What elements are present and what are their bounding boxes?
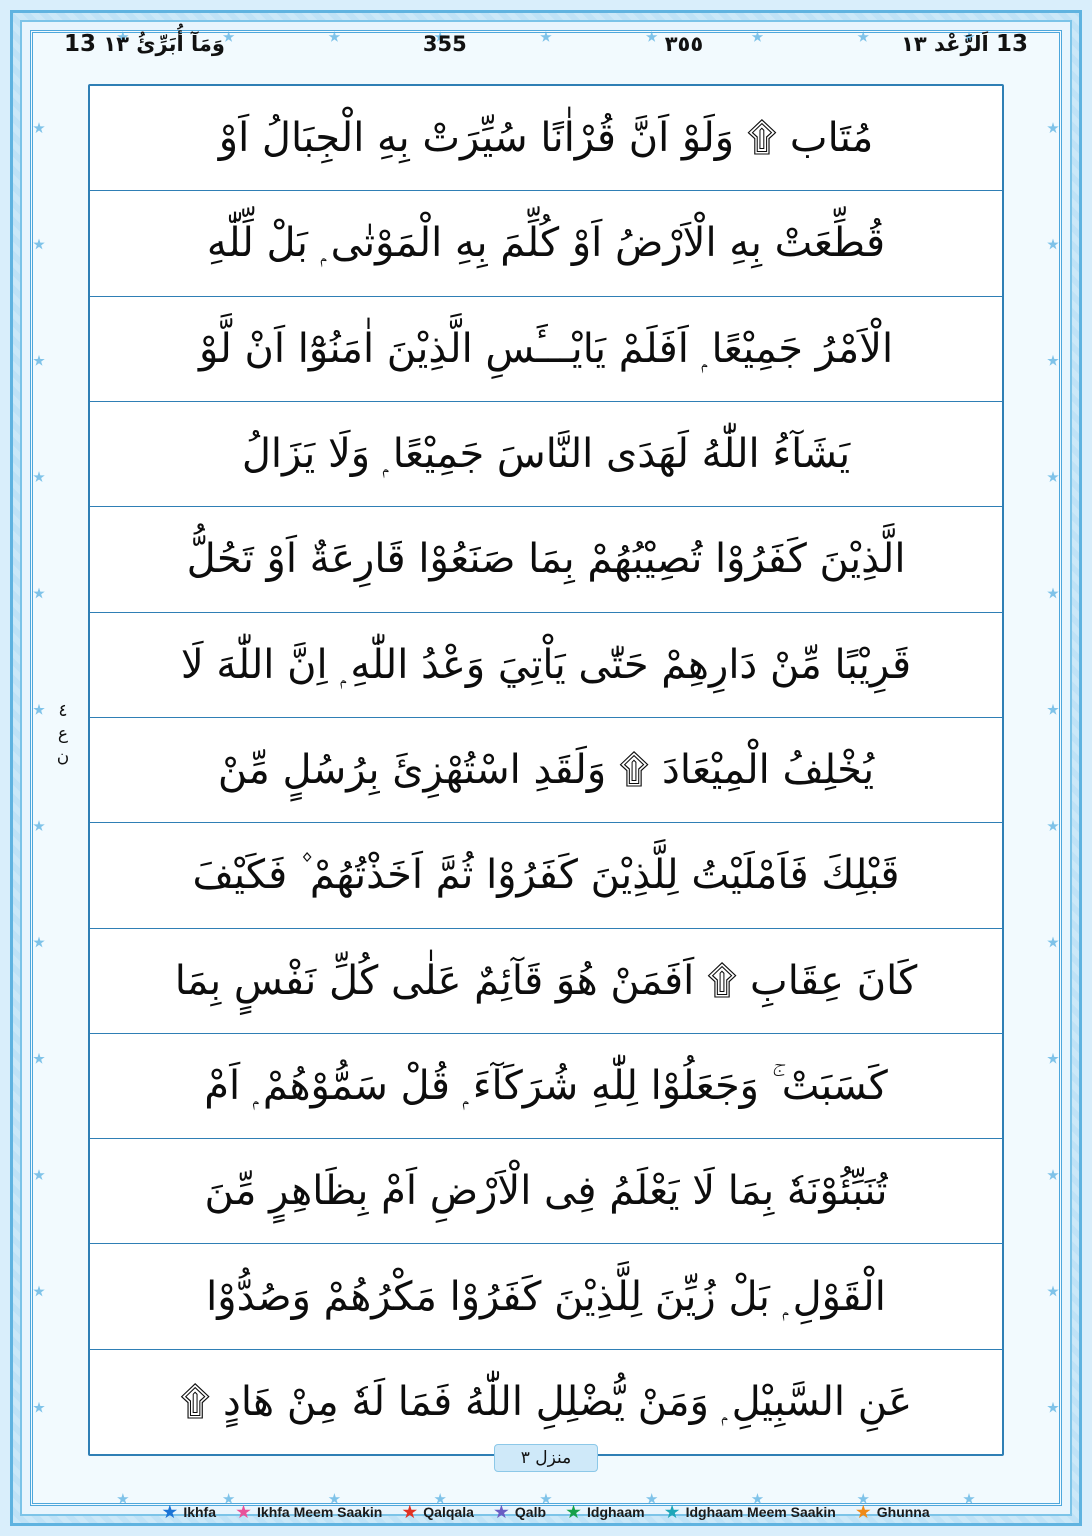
star-icon <box>162 1505 177 1520</box>
header-page-arabic: ٣٥٥ <box>664 32 704 56</box>
legend-item-label: Qalb <box>514 1504 547 1520</box>
star-icon <box>236 1505 251 1520</box>
page-header <box>40 22 1052 66</box>
border-ornaments-right <box>1036 70 1070 1466</box>
legend-item <box>566 1504 645 1520</box>
star-icon <box>494 1505 509 1520</box>
ayah-line: يَشَآءُ اللّٰهُ لَهَدَى النَّاسَ جَمِيْعًا ۭ وَلَا يَزَالُ <box>90 402 1002 507</box>
ayah-line: كَسَبَتْ ۚ وَجَعَلُوْا لِلّٰهِ شُرَكَآءَ ۭ قُلْ سَمُّوْهُمْ ۭ اَمْ <box>90 1034 1002 1139</box>
ayah-line: الْقَوْلِ ۭ بَلْ زُيِّنَ لِلَّذِيْنَ كَفَرُوْا مَكْرُهُمْ وَصُدُّوْا <box>90 1244 1002 1349</box>
header-juz-name: وَمَآ أُبَرِّئُ ١٣ <box>103 32 225 56</box>
legend-item-label: Ghunna <box>876 1504 930 1520</box>
legend-item <box>162 1504 216 1520</box>
ruku-marker-line-3: ن <box>56 746 70 767</box>
ruku-marker-line-1: ٤ <box>58 701 68 721</box>
ayah-line: قَرِيْبًا مِّنْ دَارِهِمْ حَتّٰى يَاْتِيَ وَعْدُ اللّٰهِ ۭ اِنَّ اللّٰهَ لَا <box>90 613 1002 718</box>
ayah-line: عَنِ السَّبِيْلِ ۭ وَمَنْ يُّضْلِلِ اللّٰهُ فَمَا لَهٗ مِنْ هَادٍ ۩ <box>179 1378 913 1425</box>
star-icon <box>566 1505 581 1520</box>
header-surah-number: 13 <box>995 31 1028 57</box>
legend-item <box>402 1504 474 1520</box>
ayah-line: مُتَاب ۩ وَلَوْ اَنَّ قُرْاٰنًا سُيِّرَتْ بِهِ الْجِبَالُ اَوْ <box>90 86 1002 191</box>
header-juz-label <box>64 31 225 57</box>
legend-item <box>665 1504 836 1520</box>
ruku-marker-line-2: ع <box>57 723 69 744</box>
manzil-label: منزل ٣ <box>494 1444 599 1472</box>
manzil-bar <box>0 1444 1092 1472</box>
quran-text-sheet <box>88 84 1004 1456</box>
legend-item <box>494 1504 546 1520</box>
ayah-line: قُطِّعَتْ بِهِ الْاَرْضُ اَوْ كُلِّمَ بِهِ الْمَوْتٰى ۭ بَلْ لِّلّٰهِ <box>90 191 1002 296</box>
ayah-line: الْاَمْرُ جَمِيْعًا ۭ اَفَلَمْ يَايْـــَٔسِ الَّذِيْنَ اٰمَنُوْٓا اَنْ لَّوْ <box>90 297 1002 402</box>
ayah-line: يُخْلِفُ الْمِيْعَادَ ۩ وَلَقَدِ اسْتُهْزِئَ بِرُسُلٍ مِّنْ <box>90 718 1002 823</box>
legend-item <box>236 1504 382 1520</box>
header-page-western: 355 <box>422 32 467 56</box>
header-juz-number: 13 <box>64 31 97 57</box>
ayah-line: كَانَ عِقَابِ ۩ اَفَمَنْ هُوَ قَآئِمٌ عَلٰى كُلِّ نَفْسٍ بِمَا <box>90 929 1002 1034</box>
legend-item-label: Idghaam Meem Saakin <box>685 1504 836 1520</box>
legend-item-label: Ikhfa Meem Saakin <box>257 1504 383 1520</box>
legend-item-label: Qalqala <box>423 1504 474 1520</box>
ayah-line: الَّذِيْنَ كَفَرُوْا تُصِيْبُهُمْ بِمَا صَنَعُوْا قَارِعَةٌ اَوْ تَحُلُّ <box>90 507 1002 612</box>
star-icon <box>856 1505 871 1520</box>
legend-item <box>856 1504 930 1520</box>
legend-item-label: Ikhfa <box>183 1504 217 1520</box>
tajweed-legend <box>0 1504 1092 1520</box>
ayah-line: قَبْلِكَ فَاَمْلَيْتُ لِلَّذِيْنَ كَفَرُوْا ثُمَّ اَخَذْتُهُمْ ۫ فَكَيْفَ <box>90 823 1002 928</box>
ayah-line: تُنَبِّئُوْنَهٗ بِمَا لَا يَعْلَمُ فِى الْاَرْضِ اَمْ بِظَاهِرٍ مِّنَ <box>90 1139 1002 1244</box>
header-surah-label <box>901 31 1028 57</box>
star-icon <box>665 1505 680 1520</box>
header-surah-name: اَلرَّعْد ١٣ <box>901 32 989 56</box>
star-icon <box>402 1505 417 1520</box>
ruku-marker <box>46 700 80 769</box>
legend-item-label: Idghaam <box>587 1504 645 1520</box>
